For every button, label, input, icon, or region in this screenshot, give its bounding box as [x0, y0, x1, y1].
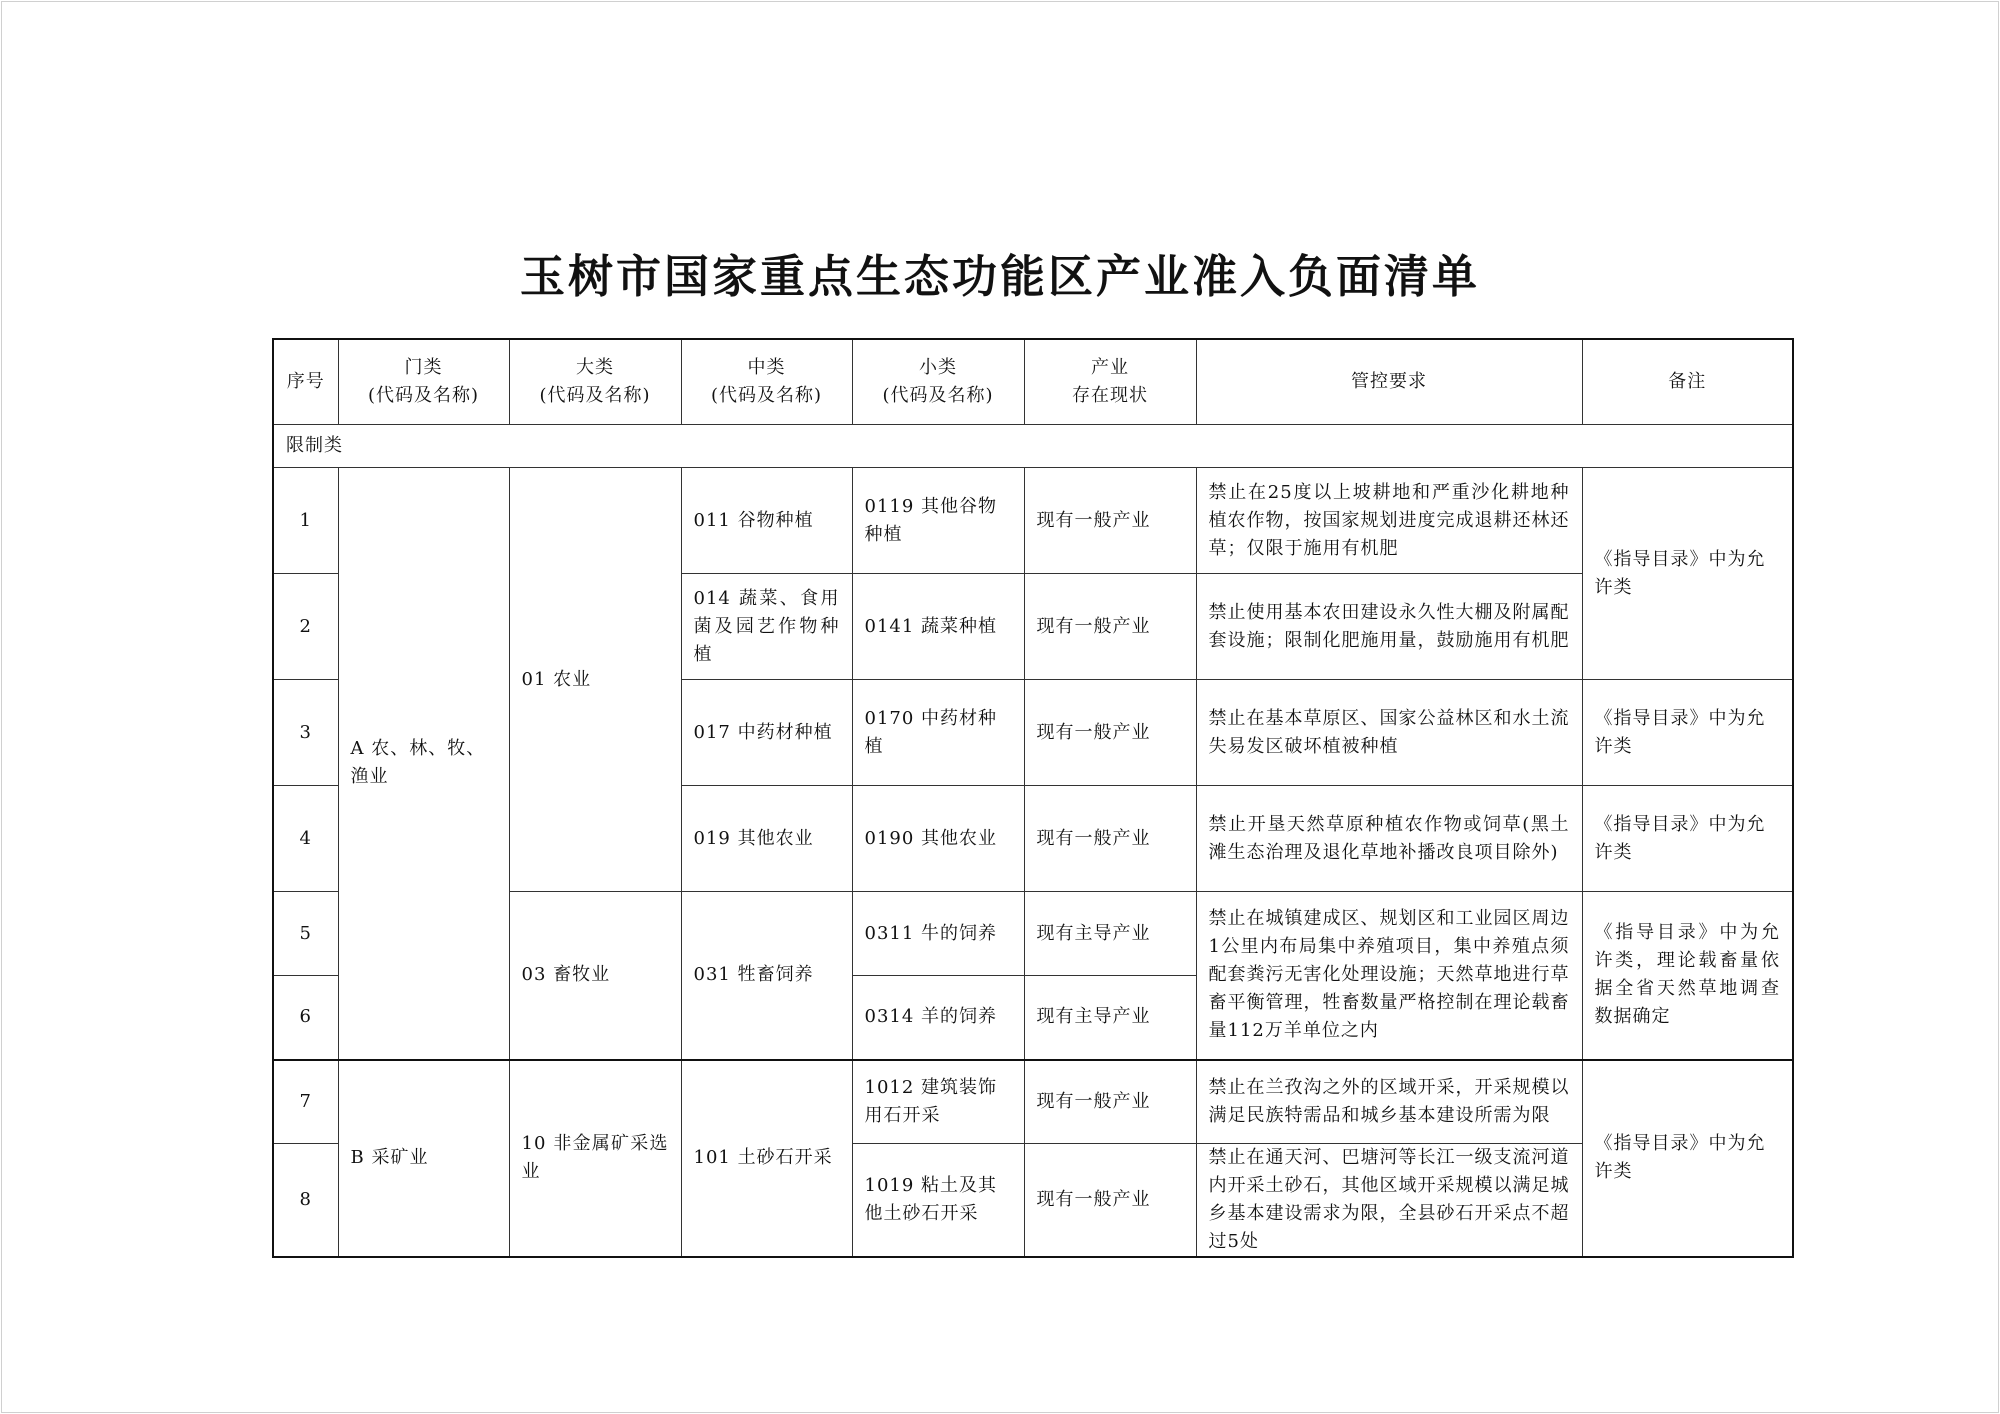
status-3: 现有一般产业 — [1024, 680, 1196, 786]
zhong-101: 101 土砂石开采 — [681, 1060, 852, 1258]
control-8: 禁止在通天河、巴塘河等长江一级支流河道内开采土砂石，其他区域开采规模以满足城乡基本建设需求为限，全县砂石开采点不超过5处 — [1196, 1144, 1582, 1258]
table-row — [273, 1060, 1793, 1144]
page-title: 玉树市国家重点生态功能区产业准入负面清单 — [519, 250, 1480, 303]
da-agri: 01 农业 — [509, 468, 681, 892]
table-row — [273, 468, 1793, 574]
control-5-6: 禁止在城镇建成区、规划区和工业园区周边1公里内布局集中养殖项目，集中养殖点须配套粪污无害化处理设施；天然草地进行草畜平衡管理，牲畜数量严格控制在理论载畜量112万羊单位之内 — [1196, 892, 1582, 1060]
header-row — [273, 339, 1793, 425]
control-1: 禁止在25度以上坡耕地和严重沙化耕地种植农作物，按国家规划进度完成退耕还林还草；仅限于施用有机肥 — [1196, 468, 1582, 574]
header-status-title: 产业 — [1091, 357, 1129, 378]
row-seq: 8 — [273, 1144, 338, 1258]
xiao-0141: 0141 蔬菜种植 — [852, 574, 1024, 680]
zhong-014: 014 蔬菜、食用菌及园艺作物种植 — [681, 574, 852, 680]
header-da-sub: (代码及名称) — [539, 385, 651, 406]
header-men-sub: (代码及名称) — [367, 385, 480, 406]
status-8: 现有一般产业 — [1024, 1144, 1196, 1258]
zhong-031: 031 牲畜饲养 — [681, 892, 852, 1060]
remark-7-8: 《指导目录》中为允许类 — [1582, 1060, 1793, 1258]
category-row — [273, 425, 1793, 468]
remark-1-2: 《指导目录》中为允许类 — [1582, 468, 1793, 680]
status-2: 现有一般产业 — [1024, 574, 1196, 680]
header-men — [338, 339, 509, 425]
header-xiao — [852, 339, 1024, 425]
row-seq: 5 — [273, 892, 338, 976]
row-seq: 4 — [273, 786, 338, 892]
header-xiao-title: 小类 — [919, 357, 957, 378]
header-status — [1024, 339, 1196, 425]
header-status-sub: 存在现状 — [1072, 385, 1148, 406]
control-3: 禁止在基本草原区、国家公益林区和水土流失易发区破坏植被种植 — [1196, 680, 1582, 786]
control-7: 禁止在兰孜沟之外的区域开采，开采规模以满足民族特需品和城乡基本建设所需为限 — [1196, 1060, 1582, 1144]
control-2: 禁止使用基本农田建设永久性大棚及附属配套设施；限制化肥施用量，鼓励施用有机肥 — [1196, 574, 1582, 680]
header-zhong-sub: (代码及名称) — [710, 385, 823, 406]
negative-list-table — [272, 338, 1794, 1258]
row-seq: 3 — [273, 680, 338, 786]
da-mineral: 10 非金属矿采选业 — [509, 1060, 681, 1258]
zhong-017: 017 中药材种植 — [681, 680, 852, 786]
header-da — [509, 339, 681, 425]
xiao-0119: 0119 其他谷物种植 — [852, 468, 1024, 574]
men-b: B 采矿业 — [338, 1060, 509, 1258]
header-xiao-sub: (代码及名称) — [882, 385, 994, 406]
row-seq: 2 — [273, 574, 338, 680]
zhong-011: 011 谷物种植 — [681, 468, 852, 574]
status-7: 现有一般产业 — [1024, 1060, 1196, 1144]
status-1: 现有一般产业 — [1024, 468, 1196, 574]
header-men-title: 门类 — [404, 357, 443, 378]
status-4: 现有一般产业 — [1024, 786, 1196, 892]
xiao-0170: 0170 中药材种植 — [852, 680, 1024, 786]
header-seq: 序号 — [273, 339, 338, 425]
header-zhong — [681, 339, 852, 425]
remark-5-6: 《指导目录》中为允许类，理论载畜量依据全省天然草地调查数据确定 — [1582, 892, 1793, 1060]
da-animal: 03 畜牧业 — [509, 892, 681, 1060]
zhong-019: 019 其他农业 — [681, 786, 852, 892]
header-da-title: 大类 — [576, 357, 614, 378]
remark-3: 《指导目录》中为允许类 — [1582, 680, 1793, 786]
status-5: 现有主导产业 — [1024, 892, 1196, 976]
xiao-0311: 0311 牛的饲养 — [852, 892, 1024, 976]
remark-4: 《指导目录》中为允许类 — [1582, 786, 1793, 892]
control-4: 禁止开垦天然草原种植农作物或饲草(黑土滩生态治理及退化草地补播改良项目除外) — [1196, 786, 1582, 892]
row-seq: 7 — [273, 1060, 338, 1144]
status-6: 现有主导产业 — [1024, 976, 1196, 1060]
header-remark: 备注 — [1582, 339, 1793, 425]
xiao-0314: 0314 羊的饲养 — [852, 976, 1024, 1060]
header-control: 管控要求 — [1196, 339, 1582, 425]
men-a: A 农、林、牧、渔业 — [338, 468, 509, 1060]
xiao-0190: 0190 其他农业 — [852, 786, 1024, 892]
row-seq: 6 — [273, 976, 338, 1060]
row-seq: 1 — [273, 468, 338, 574]
xiao-1019: 1019 粘土及其他土砂石开采 — [852, 1144, 1024, 1258]
xiao-1012: 1012 建筑装饰用石开采 — [852, 1060, 1024, 1144]
header-zhong-title: 中类 — [747, 357, 786, 378]
category-label: 限制类 — [273, 425, 1793, 468]
